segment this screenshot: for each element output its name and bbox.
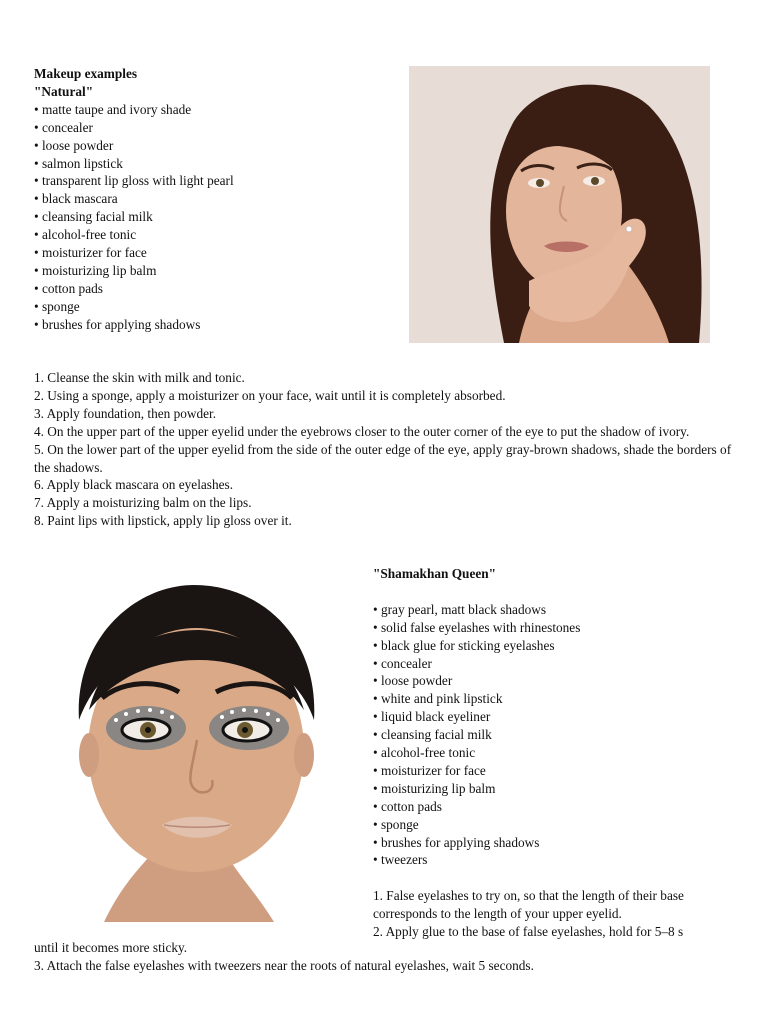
list-item: 5. On the lower part of the upper eyelid from the side of the outer edge of the eye, apply gray-brown shadows, shade the borders of the shadows. xyxy=(34,441,732,475)
shamakhan-queen-materials-list xyxy=(373,601,753,870)
list-item: • concealer xyxy=(373,655,432,671)
list-item: • gray pearl, matt black shadows xyxy=(373,601,547,617)
list-item: • cleansing facial milk xyxy=(34,209,153,225)
list-item: 4. On the upper part of the upper eyelid under the eyebrows closer to the outer corner of the eye to put the shadow of ivory. xyxy=(34,423,690,439)
list-item: • salmon lipstick xyxy=(34,155,123,171)
natural-section xyxy=(34,65,404,334)
list-item: 7. Apply a moisturizing balm on the lips. xyxy=(34,495,252,511)
list-item: • tweezers xyxy=(373,852,428,868)
list-item: • cotton pads xyxy=(34,280,103,296)
list-item: • white and pink lipstick xyxy=(373,691,503,707)
queen-step-2: 2. Apply glue to the base of false eyelashes, hold for 5–8 s xyxy=(373,924,684,940)
list-item: • moisturizer for face xyxy=(373,762,486,778)
list-item: • alcohol-free tonic xyxy=(373,745,476,761)
list-item: • cleansing facial milk xyxy=(373,727,492,743)
list-item: • solid false eyelashes with rhinestones xyxy=(373,619,581,635)
list-item: • brushes for applying shadows xyxy=(373,834,540,850)
list-item: • brushes for applying shadows xyxy=(34,316,201,332)
queen-step-1: 1. False eyelashes to try on, so that the length of their base corresponds to the length of your upper eyelid. xyxy=(373,888,684,922)
list-item: • transparent lip gloss with light pearl xyxy=(34,173,234,189)
list-item: • loose powder xyxy=(373,673,453,689)
list-item: • loose powder xyxy=(34,137,114,153)
queen-step-2-continued: until it becomes more sticky. xyxy=(34,940,188,955)
list-item: 1. Cleanse the skin with milk and tonic. xyxy=(34,370,245,385)
list-item: • alcohol-free tonic xyxy=(34,227,137,243)
list-item: • black glue for sticking eyelashes xyxy=(373,637,555,653)
page-title: Makeup examples xyxy=(34,66,138,81)
natural-title: "Natural" xyxy=(34,83,94,99)
list-item: 3. Apply foundation, then powder. xyxy=(34,405,217,421)
natural-steps-list xyxy=(34,369,734,530)
natural-makeup-photo xyxy=(409,66,710,343)
list-item: • moisturizer for face xyxy=(34,245,147,261)
list-item: • matte taupe and ivory shade xyxy=(34,101,192,117)
spacer xyxy=(373,869,753,887)
natural-materials-list xyxy=(34,101,404,334)
shamakhan-queen-title: "Shamakhan Queen" xyxy=(373,566,497,581)
list-item: • cotton pads xyxy=(373,798,442,814)
list-item: • black mascara xyxy=(34,191,118,207)
list-item: • sponge xyxy=(373,816,419,832)
list-item: • moisturizing lip balm xyxy=(373,780,496,796)
spacer xyxy=(373,583,753,601)
list-item: 6. Apply black mascara on eyelashes. xyxy=(34,477,234,493)
shamakhan-queen-section xyxy=(373,565,753,941)
queen-steps-continued xyxy=(34,939,734,975)
list-item: • sponge xyxy=(34,298,80,314)
list-item: • moisturizing lip balm xyxy=(34,262,157,278)
queen-step-3: 3. Attach the false eyelashes with tweezers near the roots of natural eyelashes, wait 5 seconds. xyxy=(34,957,534,973)
shamakhan-queen-photo xyxy=(34,580,337,922)
list-item: 8. Paint lips with lipstick, apply lip gloss over it. xyxy=(34,513,292,529)
natural-steps xyxy=(34,369,734,530)
list-item: 2. Using a sponge, apply a moisturizer on your face, wait until it is completely absorbed. xyxy=(34,387,506,403)
list-item: • liquid black eyeliner xyxy=(373,709,491,725)
list-item: • concealer xyxy=(34,119,93,135)
